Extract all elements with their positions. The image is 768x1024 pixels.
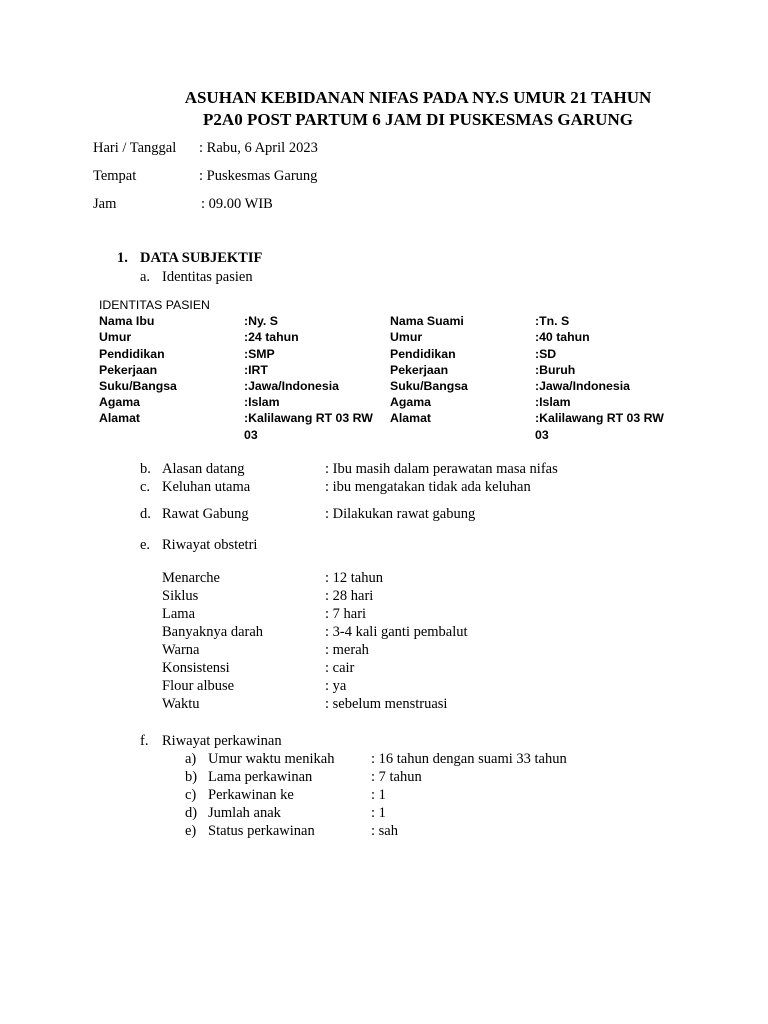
tempat-label: Tempat	[93, 168, 137, 184]
identity-label-husband: Nama Suami	[390, 314, 464, 328]
identity-label-mother: Pendidikan	[99, 347, 165, 361]
item-c-marker: c.	[140, 479, 151, 495]
identity-label-husband: Umur	[390, 330, 423, 344]
obstetri-value: : 28 hari	[325, 588, 374, 604]
perkawinan-label: Umur waktu menikah	[208, 751, 335, 767]
item-a-marker: a.	[140, 269, 151, 285]
identity-value-mother: :24 tahun	[244, 330, 299, 344]
obstetri-value: : cair	[325, 660, 355, 676]
identity-value-husband: 03	[535, 428, 549, 442]
perkawinan-label: Lama perkawinan	[208, 769, 313, 785]
item-e-title: Riwayat obstetri	[162, 537, 258, 553]
perkawinan-label: Jumlah anak	[208, 805, 281, 821]
obstetri-label: Flour albuse	[162, 678, 235, 694]
hari-label: Hari / Tanggal	[93, 140, 177, 156]
perkawinan-marker: c)	[185, 787, 197, 803]
identity-label-mother: Suku/Bangsa	[99, 379, 177, 393]
identity-label-mother: Pekerjaan	[99, 363, 158, 377]
item-e-marker: e.	[140, 537, 151, 553]
obstetri-value: : merah	[325, 642, 369, 658]
item-d-value: : Dilakukan rawat gabung	[325, 506, 476, 522]
perkawinan-marker: d)	[185, 805, 198, 821]
perkawinan-marker: a)	[185, 751, 197, 767]
identity-header: IDENTITAS PASIEN	[99, 298, 210, 312]
identity-value-mother: :IRT	[244, 363, 268, 377]
tempat-value: : Puskesmas Garung	[199, 168, 318, 184]
perkawinan-marker: b)	[185, 769, 198, 785]
hari-value: : Rabu, 6 April 2023	[199, 140, 318, 156]
obstetri-label: Konsistensi	[162, 660, 230, 676]
identity-label-husband: Agama	[390, 395, 432, 409]
identity-value-husband: :Tn. S	[535, 314, 570, 328]
jam-label: Jam	[93, 196, 117, 212]
item-c-value: : ibu mengatakan tidak ada keluhan	[325, 479, 531, 495]
section-1-title: DATA SUBJEKTIF	[140, 250, 263, 266]
identity-label-mother: Nama Ibu	[99, 314, 155, 328]
item-a-label: Identitas pasien	[162, 269, 253, 285]
identity-value-husband: :SD	[535, 347, 557, 361]
item-f-marker: f.	[140, 733, 149, 749]
document-title-line-2: P2A0 POST PARTUM 6 JAM DI PUSKESMAS GARUNG	[203, 110, 633, 129]
item-d-marker: d.	[140, 506, 151, 522]
item-b-label: Alasan datang	[162, 461, 245, 477]
perkawinan-value: : 1	[371, 787, 386, 803]
jam-value: : 09.00 WIB	[201, 196, 273, 212]
identity-label-husband: Suku/Bangsa	[390, 379, 468, 393]
obstetri-label: Waktu	[162, 696, 200, 712]
perkawinan-label: Perkawinan ke	[208, 787, 294, 803]
document-title-line-1: ASUHAN KEBIDANAN NIFAS PADA NY.S UMUR 21 TAHUN	[184, 88, 652, 107]
perkawinan-label: Status perkawinan	[208, 823, 315, 839]
item-c-label: Keluhan utama	[162, 479, 251, 495]
identity-label-husband: Alamat	[390, 411, 432, 425]
item-b-value: : Ibu masih dalam perawatan masa nifas	[325, 461, 558, 477]
identity-value-husband: :Islam	[535, 395, 571, 409]
identity-value-mother: 03	[244, 428, 258, 442]
identity-value-husband: :Jawa/Indonesia	[535, 379, 630, 393]
section-1-number: 1.	[117, 250, 128, 266]
obstetri-value: : 12 tahun	[325, 570, 383, 586]
obstetri-label: Lama	[162, 606, 196, 622]
obstetri-value: : ya	[325, 678, 347, 694]
identity-label-husband: Pekerjaan	[390, 363, 449, 377]
obstetri-label: Siklus	[162, 588, 199, 604]
identity-label-mother: Agama	[99, 395, 141, 409]
obstetri-label: Warna	[162, 642, 200, 658]
identity-value-husband: :Kalilawang RT 03 RW	[535, 411, 664, 425]
perkawinan-value: : 1	[371, 805, 386, 821]
obstetri-value: : sebelum menstruasi	[325, 696, 448, 712]
perkawinan-value: : 16 tahun dengan suami 33 tahun	[371, 751, 567, 767]
identity-value-mother: :Jawa/Indonesia	[244, 379, 339, 393]
item-d-label: Rawat Gabung	[162, 506, 249, 522]
identity-label-mother: Alamat	[99, 411, 141, 425]
obstetri-label: Banyaknya darah	[162, 624, 264, 640]
perkawinan-value: : sah	[371, 823, 398, 839]
item-f-title: Riwayat perkawinan	[162, 733, 282, 749]
obstetri-value: : 7 hari	[325, 606, 367, 622]
identity-value-mother: :Ny. S	[244, 314, 278, 328]
identity-value-mother: :SMP	[244, 347, 275, 361]
identity-label-mother: Umur	[99, 330, 132, 344]
item-b-marker: b.	[140, 461, 151, 477]
perkawinan-value: : 7 tahun	[371, 769, 422, 785]
identity-value-mother: :Islam	[244, 395, 280, 409]
obstetri-value: : 3-4 kali ganti pembalut	[325, 624, 468, 640]
identity-value-mother: :Kalilawang RT 03 RW	[244, 411, 373, 425]
identity-value-husband: :Buruh	[535, 363, 576, 377]
identity-value-husband: :40 tahun	[535, 330, 590, 344]
perkawinan-marker: e)	[185, 823, 197, 839]
obstetri-label: Menarche	[162, 570, 220, 586]
identity-label-husband: Pendidikan	[390, 347, 456, 361]
